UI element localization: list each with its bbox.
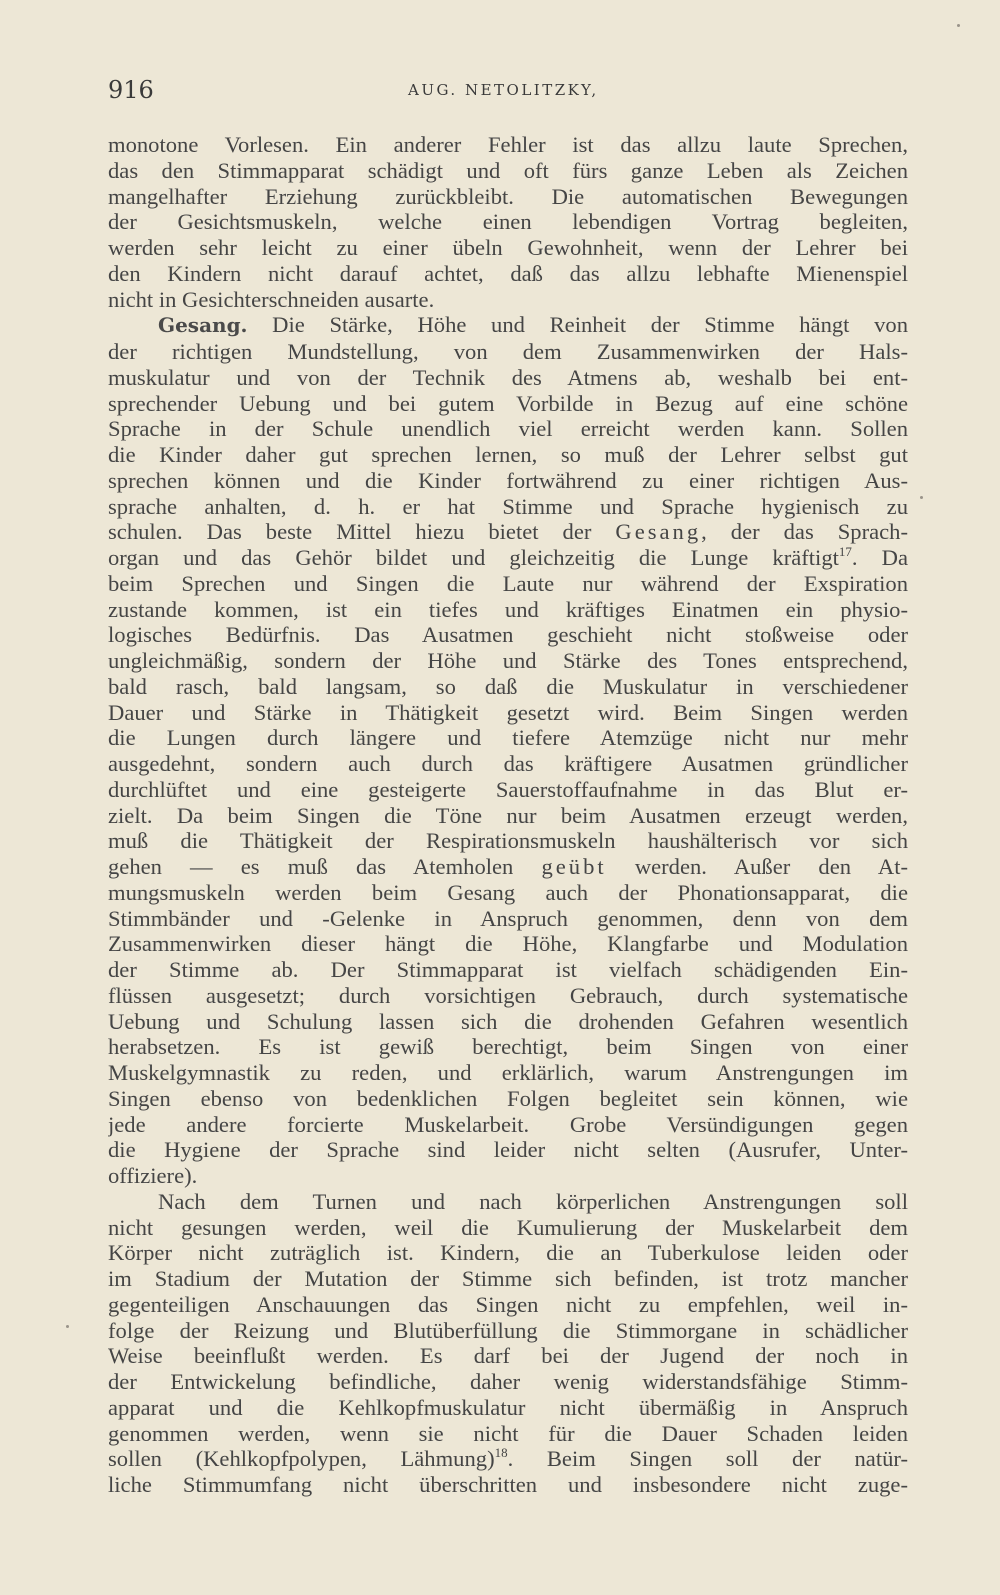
text-line: der Entwickelung befindliche, daher wenig widerstandsfähige Stimm- xyxy=(108,1369,908,1394)
text-line xyxy=(108,854,908,880)
text-line: sprache anhalten, d. h. er hat Stimme und Sprache hygienisch zu xyxy=(108,493,908,519)
text-line xyxy=(108,545,908,571)
text-segment: , der das Sprach- xyxy=(701,519,908,545)
section-heading: Gesang. xyxy=(158,313,248,338)
text-line: gegenteiligen Anschauungen das Singen nicht zu empfehlen, weil in- xyxy=(108,1291,908,1317)
spaced-word: geübt xyxy=(541,854,607,879)
body-text xyxy=(108,132,908,1498)
text-line xyxy=(108,312,908,339)
text-line: im Stadium der Mutation der Stimme sich befinden, ist trotz mancher xyxy=(108,1266,908,1291)
text-line: Singen ebenso von bedenklichen Folgen begleitet sein können, wie xyxy=(108,1085,908,1111)
paper-speck xyxy=(66,1325,69,1328)
text-line: werden sehr leicht zu einer übeln Gewohnheit, wenn der Lehrer bei xyxy=(108,235,908,260)
text-segment: gehen — es muß das Atemholen xyxy=(108,854,514,879)
text-line: offiziere). xyxy=(108,1163,198,1188)
text-line: beim Sprechen und Singen die Laute nur während der Exspiration xyxy=(108,570,908,596)
text-line: den Kindern nicht darauf achtet, daß das allzu lebhafte Mienenspiel xyxy=(108,260,908,286)
text-line: jede andere forcierte Muskelarbeit. Grobe Versündigungen gegen xyxy=(108,1111,908,1137)
footnote-ref: 18 xyxy=(494,1446,508,1461)
running-head: AUG. NETOLITZKY, xyxy=(408,81,599,99)
text-line: herabsetzen. Es ist gewiß berechtigt, beim Singen von einer xyxy=(108,1034,908,1060)
page-header xyxy=(108,76,906,106)
text-line: die Kinder daher gut sprechen lernen, so muß der Lehrer selbst gut xyxy=(108,442,908,467)
text-line: flüssen ausgesetzt; durch vorsichtigen Gebrauch, durch systematische xyxy=(108,982,908,1008)
text-line: der richtigen Mundstellung, von dem Zusammenwirken der Hals- xyxy=(108,339,908,364)
text-line: der Gesichtsmuskeln, welche einen lebendigen Vortrag begleiten, xyxy=(108,209,908,235)
text-line: genommen werden, wenn sie nicht für die Dauer Schaden leiden xyxy=(108,1420,908,1446)
text-line: muskulatur und von der Technik des Atmens ab, weshalb bei ent- xyxy=(108,364,908,390)
text-line: Nach dem Turnen und nach körperlichen Anstrengungen soll xyxy=(158,1188,908,1214)
text-line: Sprache in der Schule unendlich viel erreicht werden kann. Sollen xyxy=(108,416,908,442)
paper-speck xyxy=(920,496,923,499)
spaced-word: Gesang xyxy=(615,519,702,545)
text-line: Stimmbänder und -Gelenke in Anspruch genommen, denn von dem xyxy=(108,905,908,931)
text-line: nicht in Gesichterschneiden ausarte. xyxy=(108,286,435,312)
text-segment: sollen (Kehlkopfpolypen, Lähmung) xyxy=(108,1446,495,1472)
text-line: liche Stimmumfang nicht überschritten und insbesondere nicht zuge- xyxy=(108,1472,908,1497)
text-line: das den Stimmapparat schädigt und oft fürs ganze Leben als Zeichen xyxy=(108,157,908,183)
text-line: durchlüftet und eine gesteigerte Sauerstoffaufnahme in das Blut er- xyxy=(108,776,908,802)
text-line: die Hygiene der Sprache sind leider nicht selten (Ausrufer, Unter- xyxy=(108,1137,908,1163)
text-line: Muskelgymnastik zu reden, und erklärlich, warum Anstrengungen im xyxy=(108,1060,908,1085)
text-line: monotone Vorlesen. Ein anderer Fehler ist das allzu laute Sprechen, xyxy=(108,132,908,157)
text-segment: Die Stärke, Höhe und Reinheit der Stimme hängt von xyxy=(272,312,908,338)
text-line: Weise beeinflußt werden. Es darf bei der Jugend der noch in xyxy=(108,1343,908,1369)
text-line: Körper nicht zuträglich ist. Kindern, die an Tuberkulose leiden oder xyxy=(108,1240,908,1266)
text-line: ausgedehnt, sondern auch durch das kräftigere Ausatmen gründlicher xyxy=(108,751,908,776)
text-line: ungleichmäßig, sondern der Höhe und Stärke des Tones entsprechend, xyxy=(108,648,908,673)
text-line xyxy=(108,519,908,545)
text-line: mungsmuskeln werden beim Gesang auch der Phonationsapparat, die xyxy=(108,879,908,905)
text-line: sprechender Uebung und bei gutem Vorbilde in Bezug auf eine schöne xyxy=(108,390,908,416)
text-line xyxy=(108,1446,908,1472)
paper-speck xyxy=(957,24,960,27)
text-line: logisches Bedürfnis. Das Ausatmen geschieht nicht stoßweise oder xyxy=(108,622,908,648)
text-line: der Stimme ab. Der Stimmapparat ist vielfach schädigenden Ein- xyxy=(108,957,908,982)
text-line: apparat und die Kehlkopfmuskulatur nicht übermäßig in Anspruch xyxy=(108,1394,908,1420)
text-line: die Lungen durch längere und tiefere Atemzüge nicht nur mehr xyxy=(108,725,908,751)
text-segment: schulen. Das beste Mittel hiezu bietet der xyxy=(108,519,592,545)
text-line: zielt. Da beim Singen die Töne nur beim Ausatmen erzeugt werden, xyxy=(108,802,908,828)
text-segment: . Da xyxy=(851,545,908,570)
text-segment: organ und das Gehör bildet und gleichzeitig die Lunge kräftigt xyxy=(108,545,839,570)
text-line: muß die Thätigkeit der Respirationsmuskeln haushälterisch vor sich xyxy=(108,828,908,854)
text-line: nicht gesungen werden, weil die Kumulierung der Muskelarbeit dem xyxy=(108,1214,908,1240)
text-line: Zusammenwirken dieser hängt die Höhe, Klangfarbe und Modulation xyxy=(108,931,908,957)
footnote-ref: 17 xyxy=(838,545,852,559)
text-segment: . Beim Singen soll der natür- xyxy=(507,1446,908,1472)
text-line: bald rasch, bald langsam, so daß die Muskulatur in verschiedener xyxy=(108,673,908,699)
text-line: Dauer und Stärke in Thätigkeit gesetzt wird. Beim Singen werden xyxy=(108,699,908,725)
text-line: mangelhafter Erziehung zurückbleibt. Die automatischen Bewegungen xyxy=(108,183,908,209)
page-number: 916 xyxy=(108,76,154,104)
text-line: Uebung und Schulung lassen sich die drohenden Gefahren wesentlich xyxy=(108,1008,908,1034)
text-line: folge der Reizung und Blutüberfüllung die Stimmorgane in schädlicher xyxy=(108,1317,908,1343)
text-line: sprechen können und die Kinder fortwährend zu einer richtigen Aus- xyxy=(108,467,908,493)
text-segment: werden. Außer den At- xyxy=(634,854,908,879)
text-line: zustande kommen, ist ein tiefes und kräftiges Einatmen ein physio- xyxy=(108,596,908,622)
